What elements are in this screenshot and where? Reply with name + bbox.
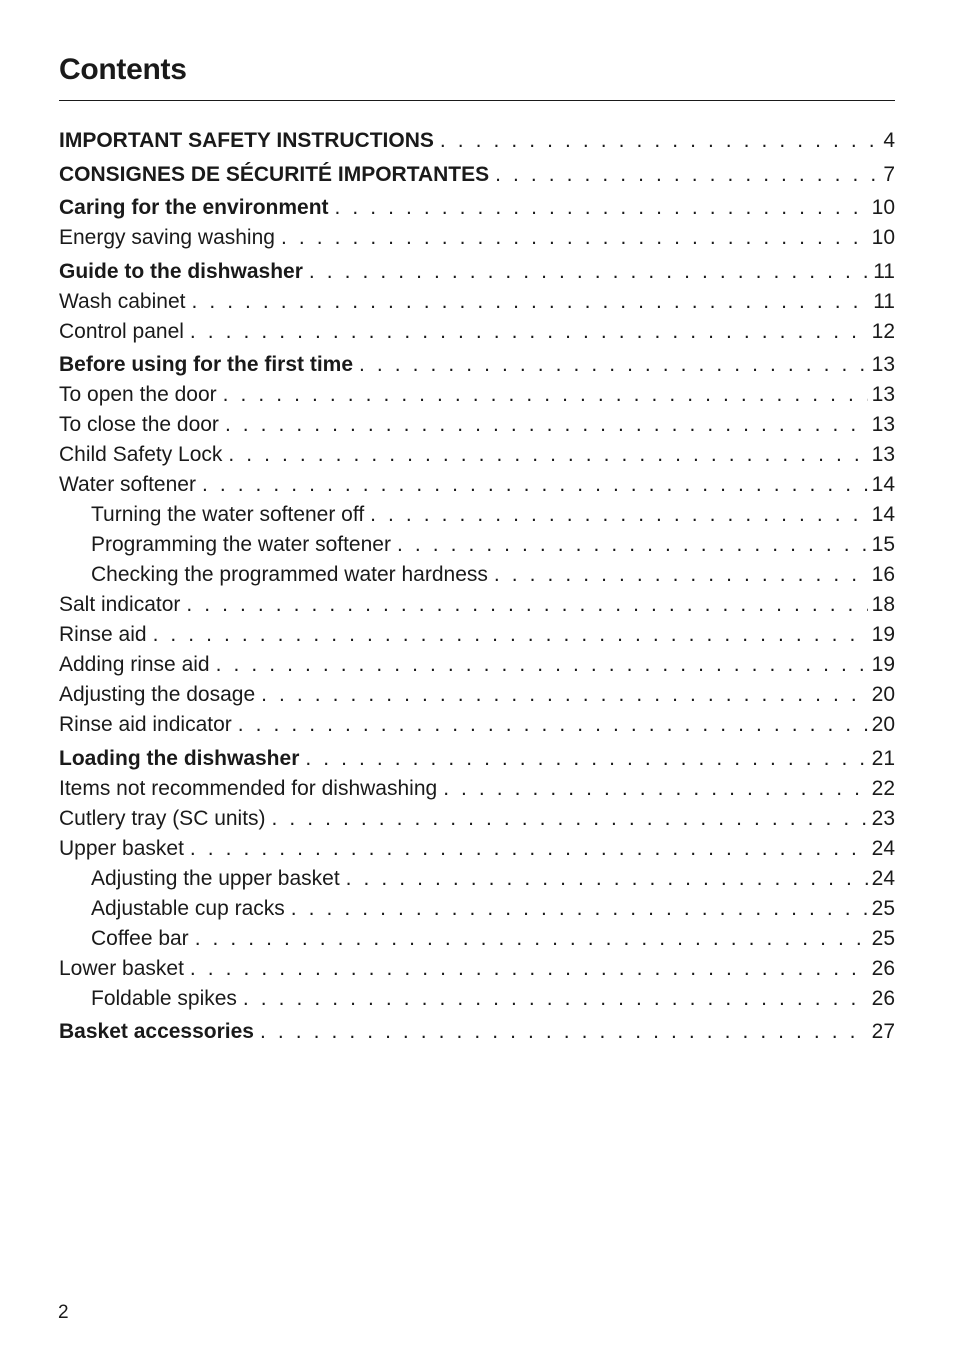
toc-entry-page: 4 — [883, 129, 895, 152]
toc-entry-title: Salt indicator — [59, 593, 181, 616]
toc-entry[interactable] — [59, 193, 895, 223]
toc-entry-title: Wash cabinet — [59, 289, 186, 313]
toc-entry-title: Control panel — [59, 319, 184, 343]
toc-entry-page: 16 — [871, 563, 895, 586]
toc-leader-dots — [272, 804, 868, 834]
toc-leader-dots — [223, 380, 868, 410]
toc-entry-page: 21 — [871, 746, 895, 770]
toc-entry[interactable] — [59, 380, 895, 410]
toc-entry-page: 13 — [871, 383, 895, 406]
toc-entry-page: 26 — [871, 986, 895, 1010]
toc-entry-page: 26 — [871, 956, 895, 980]
toc-leader-dots — [186, 590, 867, 620]
toc-entry-title: CONSIGNES DE SÉCURITÉ IMPORTANTES — [59, 162, 490, 186]
toc-entry-page: 24 — [871, 866, 895, 890]
toc-entry-page: 23 — [871, 806, 895, 830]
toc-entry-title: Basket accessories — [59, 1020, 254, 1043]
toc-leader-dots — [195, 924, 868, 954]
toc-entry-title: IMPORTANT SAFETY INSTRUCTIONS — [59, 129, 434, 152]
toc-entry-title: Water softener — [59, 473, 196, 496]
toc-leader-dots — [370, 500, 867, 530]
toc-leader-dots — [216, 650, 868, 680]
toc-leader-dots — [238, 710, 868, 740]
toc-entry-title: Child Safety Lock — [59, 443, 223, 466]
toc-leader-dots — [260, 1017, 868, 1047]
toc-entry-page: 10 — [871, 196, 895, 219]
toc-entry-title: Upper basket — [59, 836, 184, 860]
toc-entry[interactable] — [59, 774, 895, 804]
toc-entry[interactable] — [59, 984, 895, 1014]
toc-entry-title: Adjusting the dosage — [59, 683, 256, 706]
toc-entry[interactable] — [59, 1017, 895, 1047]
toc-entry[interactable] — [59, 530, 895, 560]
table-of-contents — [59, 126, 895, 1047]
toc-entry-page: 11 — [873, 259, 895, 283]
toc-entry-page: 13 — [871, 443, 895, 466]
toc-entry-page: 14 — [871, 503, 895, 526]
toc-entry-page: 11 — [873, 289, 895, 313]
page-number: 2 — [58, 1302, 69, 1323]
toc-leader-dots — [153, 620, 868, 650]
toc-entry[interactable] — [59, 410, 895, 440]
toc-entry[interactable] — [59, 287, 895, 317]
toc-leader-dots — [190, 834, 868, 864]
toc-entry-page: 10 — [871, 226, 895, 249]
toc-leader-dots — [443, 774, 867, 804]
toc-entry-title: Foldable spikes — [91, 986, 237, 1010]
toc-entry-page: 24 — [871, 836, 895, 860]
toc-entry-title: Rinse aid — [59, 623, 147, 646]
toc-entry-page: 20 — [871, 683, 895, 706]
toc-entry-page: 7 — [883, 162, 895, 186]
toc-entry[interactable] — [59, 350, 895, 380]
toc-entry[interactable] — [59, 804, 895, 834]
toc-entry-title: Before using for the first time — [59, 353, 354, 376]
toc-entry-title: Loading the dishwasher — [59, 746, 300, 770]
toc-entry[interactable] — [59, 257, 895, 287]
toc-entry-title: Rinse aid indicator — [59, 713, 232, 736]
toc-entry-title: Adding rinse aid — [59, 653, 210, 676]
toc-entry[interactable] — [59, 126, 895, 156]
toc-leader-dots — [335, 193, 868, 223]
toc-entry[interactable] — [59, 864, 895, 894]
toc-entry[interactable] — [59, 470, 895, 500]
toc-leader-dots — [359, 350, 868, 380]
toc-leader-dots — [225, 410, 868, 440]
toc-entry[interactable] — [59, 924, 895, 954]
toc-entry-page: 12 — [871, 319, 895, 343]
toc-leader-dots — [261, 680, 867, 710]
toc-entry-title: Programming the water softener — [91, 533, 391, 556]
toc-entry[interactable] — [59, 560, 895, 590]
toc-entry-title: Adjustable cup racks — [91, 896, 285, 920]
toc-entry[interactable] — [59, 894, 895, 924]
toc-leader-dots — [190, 317, 868, 347]
toc-entry-title: To open the door — [59, 383, 217, 406]
toc-leader-dots — [243, 984, 868, 1014]
toc-entry[interactable] — [59, 500, 895, 530]
toc-leader-dots — [397, 530, 868, 560]
toc-leader-dots — [190, 954, 868, 984]
toc-entry-page: 19 — [871, 623, 895, 646]
toc-entry[interactable] — [59, 710, 895, 740]
toc-entry[interactable] — [59, 223, 895, 253]
toc-entry[interactable] — [59, 317, 895, 347]
toc-entry-page: 22 — [871, 776, 895, 800]
title-divider — [59, 100, 895, 101]
toc-entry-title: Lower basket — [59, 956, 184, 980]
toc-entry[interactable] — [59, 680, 895, 710]
toc-leader-dots — [191, 287, 869, 317]
toc-leader-dots — [495, 160, 879, 190]
toc-entry-title: Adjusting the upper basket — [91, 866, 340, 890]
page-title: Contents — [59, 53, 187, 86]
toc-leader-dots — [228, 440, 867, 470]
toc-entry[interactable] — [59, 744, 895, 774]
toc-leader-dots — [281, 223, 868, 253]
toc-leader-dots — [291, 894, 868, 924]
toc-entry-page: 20 — [871, 713, 895, 736]
toc-entry-title: Checking the programmed water hardness — [91, 563, 488, 586]
toc-leader-dots — [494, 560, 868, 590]
toc-entry-page: 18 — [871, 593, 895, 616]
toc-entry-title: Cutlery tray (SC units) — [59, 806, 266, 830]
toc-entry-page: 13 — [871, 413, 895, 436]
toc-entry-page: 27 — [871, 1020, 895, 1043]
toc-entry[interactable] — [59, 834, 895, 864]
toc-entry-page: 13 — [871, 353, 895, 376]
toc-entry-title: To close the door — [59, 413, 219, 436]
toc-entry-page: 25 — [871, 926, 895, 950]
toc-entry-title: Coffee bar — [91, 926, 189, 950]
toc-entry-page: 15 — [871, 533, 895, 556]
toc-leader-dots — [305, 744, 867, 774]
toc-leader-dots — [440, 126, 879, 156]
toc-leader-dots — [309, 257, 869, 287]
toc-entry-page: 25 — [871, 896, 895, 920]
toc-leader-dots — [202, 470, 868, 500]
toc-entry[interactable] — [59, 650, 895, 680]
toc-entry-title: Turning the water softener off — [91, 503, 365, 526]
toc-entry-title: Guide to the dishwasher — [59, 259, 303, 283]
toc-entry[interactable] — [59, 954, 895, 984]
toc-entry[interactable] — [59, 620, 895, 650]
toc-entry[interactable] — [59, 590, 895, 620]
toc-entry-title: Items not recommended for dishwashing — [59, 776, 438, 800]
toc-entry[interactable] — [59, 160, 895, 190]
toc-entry-page: 14 — [871, 473, 895, 496]
toc-entry-page: 19 — [871, 653, 895, 676]
toc-entry-title: Caring for the environment — [59, 196, 329, 219]
toc-entry[interactable] — [59, 440, 895, 470]
toc-leader-dots — [346, 864, 868, 894]
toc-entry-title: Energy saving washing — [59, 226, 275, 249]
